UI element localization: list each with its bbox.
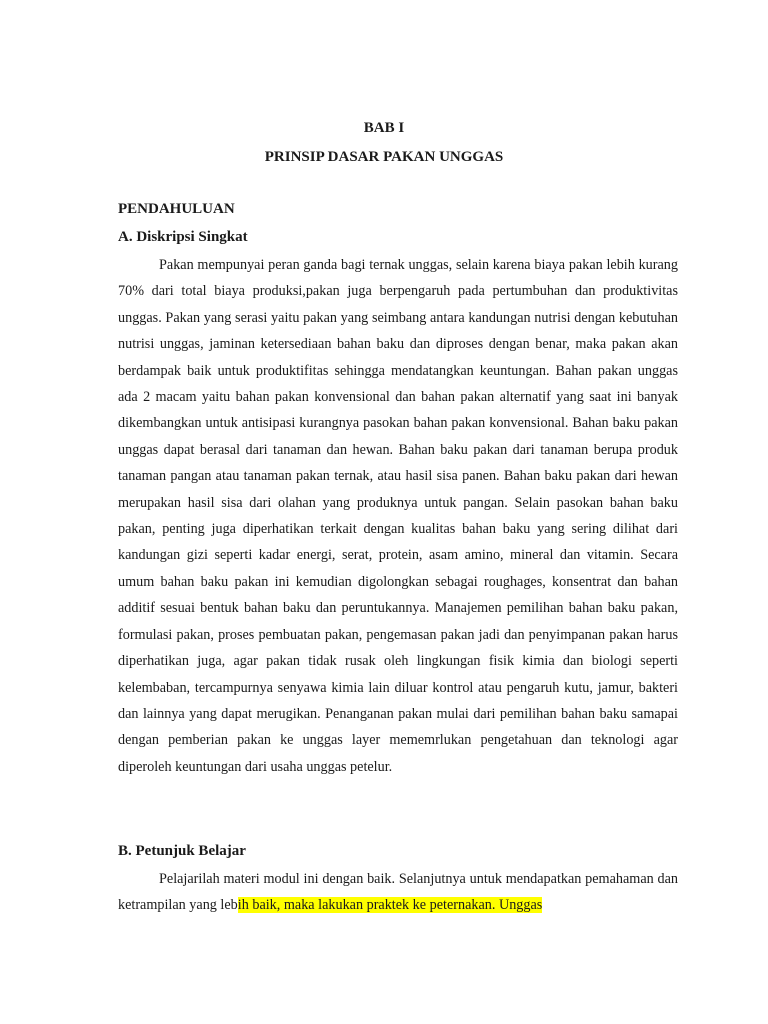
- section-heading-intro: PENDAHULUAN: [118, 201, 235, 217]
- subsection-heading-b: B. Petunjuk Belajar: [118, 843, 246, 859]
- chapter-title: PRINSIP DASAR PAKAN UNGGAS: [264, 149, 504, 165]
- chapter-number: BAB I: [363, 120, 405, 136]
- paragraph-study-guide-text: Pelajarilah materi modul ini dengan baik. Selanjutnya untuk mendapatkan pemahaman dan ketrampilan yang leb: [118, 871, 678, 914]
- paragraph-study-guide: [118, 866, 678, 919]
- paragraph-description: Pakan mempunyai peran ganda bagi ternak unggas, selain karena biaya pakan lebih kurang 70% dari total biaya produksi,pakan juga berpengaruh pada pertumbuhan dan produktivitas unggas. Pakan yang serasi yaitu pakan yang seimbang antara kandungan nutrisi dengan kebutuhan nutrisi unggas, jaminan ketersediaan bahan baku dan diproses dengan benar, maka pakan akan berdampak baik untuk produktifitas sehingga mendatangkan keuntungan. Bahan pakan unggas ada 2 macam yaitu bahan pakan konvensional dan bahan pakan alternatif yang saat ini banyak dikembangkan untuk antisipasi kurangnya pasokan bahan pakan konvensional. Bahan baku pakan unggas dapat berasal dari tanaman dan hewan. Bahan baku pakan dari tanaman berupa produk tanaman pangan atau tanaman pakan ternak, atau hasil sisa panen. Bahan baku pakan dari hewan merupakan hasil sisa dari olahan yang produknya untuk pangan. Selain pasokan bahan baku pakan, penting juga diperhatikan terkait dengan kualitas bahan baku yang sering dilihat dari kandungan gizi seperti kadar energi, serat, protein, asam amino, mineral dan vitamin. Secara umum bahan baku pakan ini kemudian digolongkan sebagai roughages, konsentrat dan bahan additif sesuai bentuk bahan baku dan peruntukannya. Manajemen pemilihan bahan baku pakan, formulasi pakan, proses pembuatan pakan, pengemasan pakan jadi dan penyimpanan pakan harus diperhatikan juga, agar pakan tidak rusak oleh lingkungan fisik kimia dan biologi seperti kelembaban, tercampurnya senyawa kimia lain diluar kontrol atau pengaruh kutu, jamur, bakteri dan lainnya yang dapat merugikan. Penanganan pakan mulai dari pemilihan bahan baku samapai dengan pemberian pakan ke unggas layer mememrlukan pengetahuan dan teknologi agar diperoleh keuntungan dari usaha unggas petelur.: [118, 257, 678, 775]
- highlighted-text: ih baik, maka lakukan praktek ke peternakan. Unggas: [237, 897, 543, 914]
- subsection-heading-a: A. Diskripsi Singkat: [118, 229, 248, 245]
